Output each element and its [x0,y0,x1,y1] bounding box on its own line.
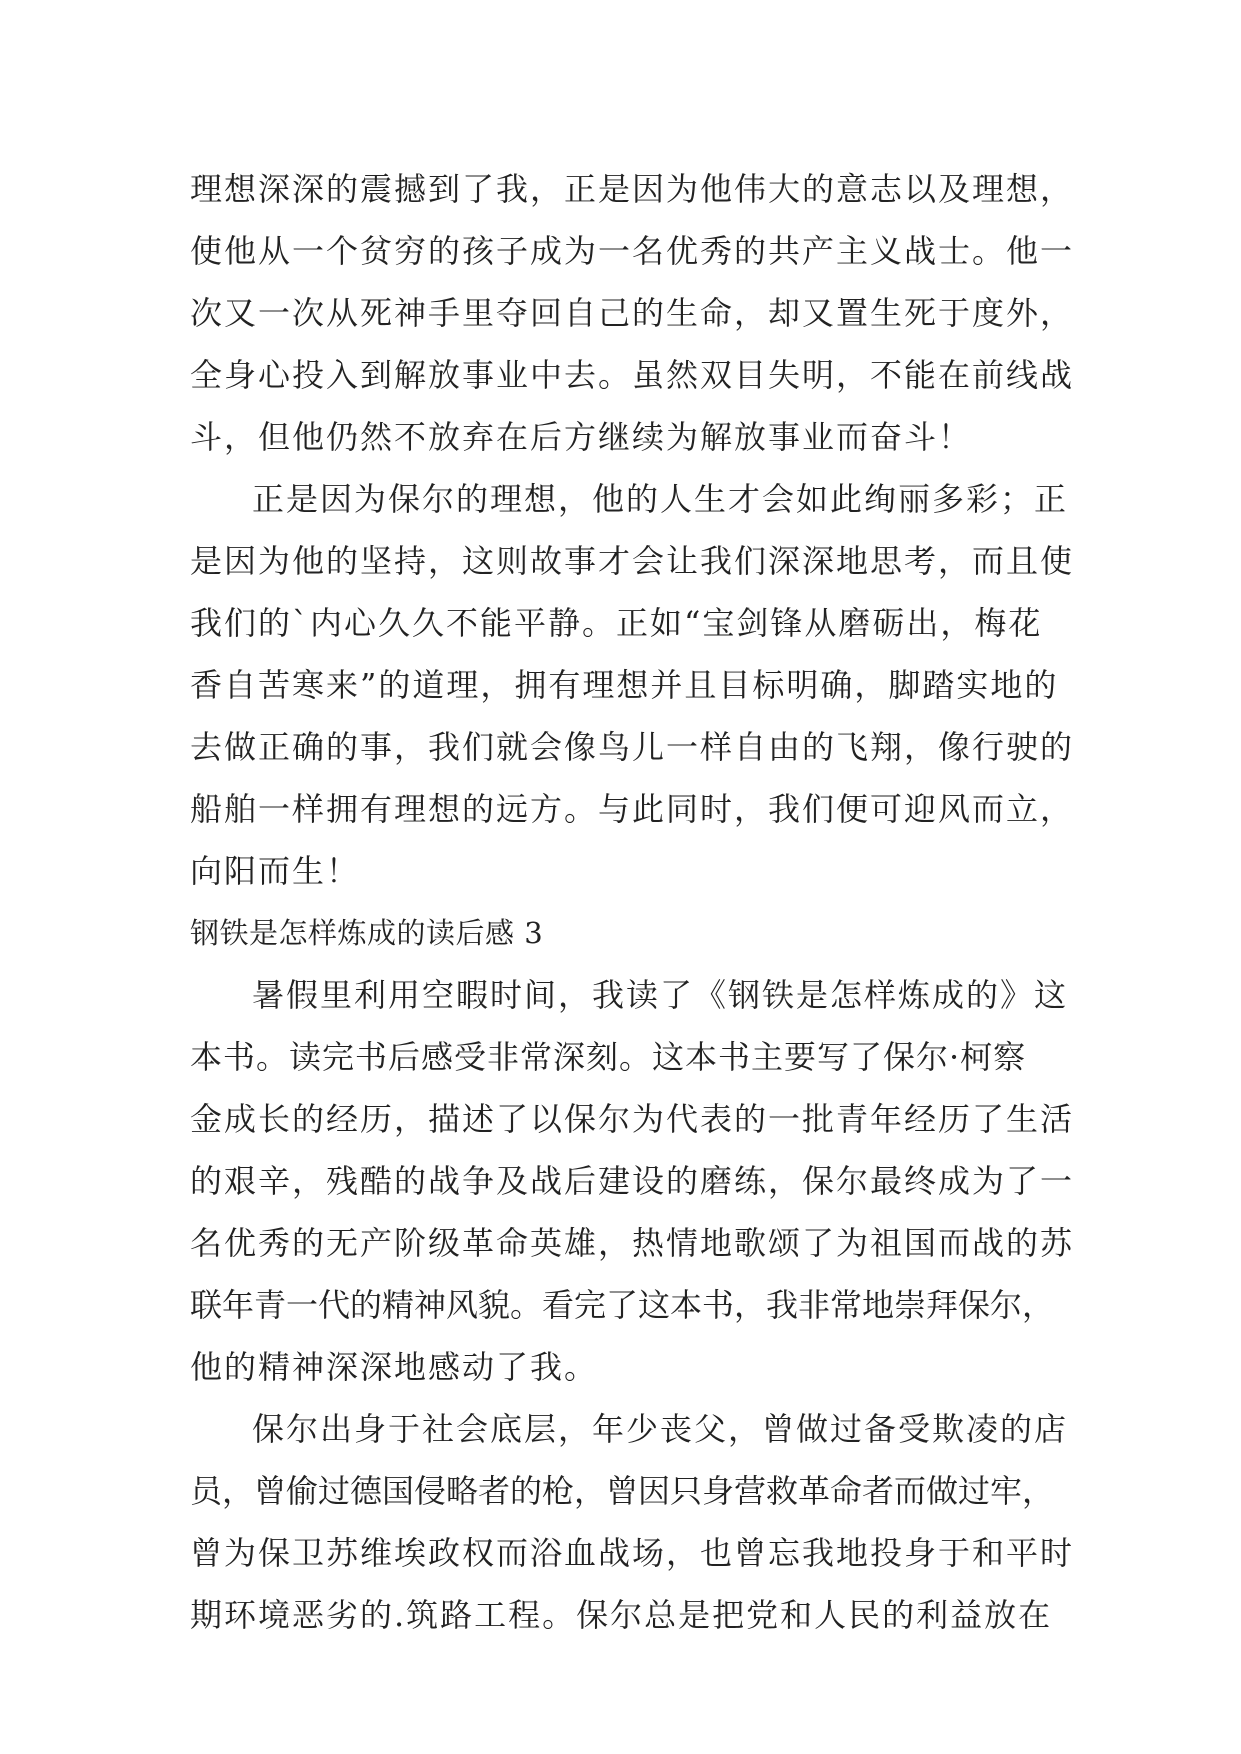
paragraph-line: 全身心投入到解放事业中去。虽然双目失明，不能在前线战 [190,356,1075,394]
paragraph-line: 金成长的经历，描述了以保尔为代表的一批青年经历了生活 [190,1100,1075,1138]
paragraph-line: 次又一次从死神手里夺回自己的生命，却又置生死于度外， [190,294,1075,332]
paragraph-line: 去做正确的事，我们就会像鸟儿一样自由的飞翔，像行驶的 [190,728,1075,766]
section-heading: 钢铁是怎样炼成的读后感 3 [190,916,544,950]
paragraph-line: 的艰辛，残酷的战争及战后建设的磨练，保尔最终成为了一 [190,1162,1075,1200]
paragraph-line: 本书。读完书后感受非常深刻。这本书主要写了保尔·柯察 [190,1038,1027,1076]
paragraph-line: 正是因为保尔的理想，他的人生才会如此绚丽多彩；正 [252,480,1069,518]
paragraph-line: 斗，但他仍然不放弃在后方继续为解放事业而奋斗！ [190,418,973,456]
paragraph-line: 期环境恶劣的.筑路工程。保尔总是把党和人民的利益放在 [190,1596,1053,1634]
paragraph-line: 员，曾偷过德国侵略者的枪，曾因只身营救革命者而做过牢， [190,1472,1055,1510]
paragraph-line: 船舶一样拥有理想的远方。与此同时，我们便可迎风而立， [190,790,1075,828]
paragraph-line: 他的精神深深地感动了我。 [190,1348,599,1386]
paragraph-line: 使他从一个贫穷的孩子成为一名优秀的共产主义战士。他一 [190,232,1075,270]
document-body [190,158,1075,1646]
paragraph-line: 保尔出身于社会底层，年少丧父，曾做过备受欺凌的店 [252,1410,1069,1448]
paragraph-line: 我们的`内心久久不能平静。正如“宝剑锋从磨砺出，梅花 [190,604,1043,642]
paragraph-line: 理想深深的震撼到了我，正是因为他伟大的意志以及理想， [190,170,1075,208]
paragraph-line: 暑假里利用空暇时间，我读了《钢铁是怎样炼成的》这 [252,976,1069,1014]
paragraph-line: 曾为保卫苏维埃政权而浴血战场，也曾忘我地投身于和平时 [190,1534,1075,1572]
paragraph-line: 向阳而生！ [190,852,361,890]
paragraph-line: 香自苦寒来”的道理，拥有理想并且目标明确，脚踏实地的 [190,666,1059,704]
paragraph-line: 联年青一代的精神风貌。看完了这本书，我非常地崇拜保尔， [190,1286,1055,1324]
paragraph-line: 名优秀的无产阶级革命英雄，热情地歌颂了为祖国而战的苏 [190,1224,1075,1262]
paragraph-line: 是因为他的坚持，这则故事才会让我们深深地思考，而且使 [190,542,1075,580]
